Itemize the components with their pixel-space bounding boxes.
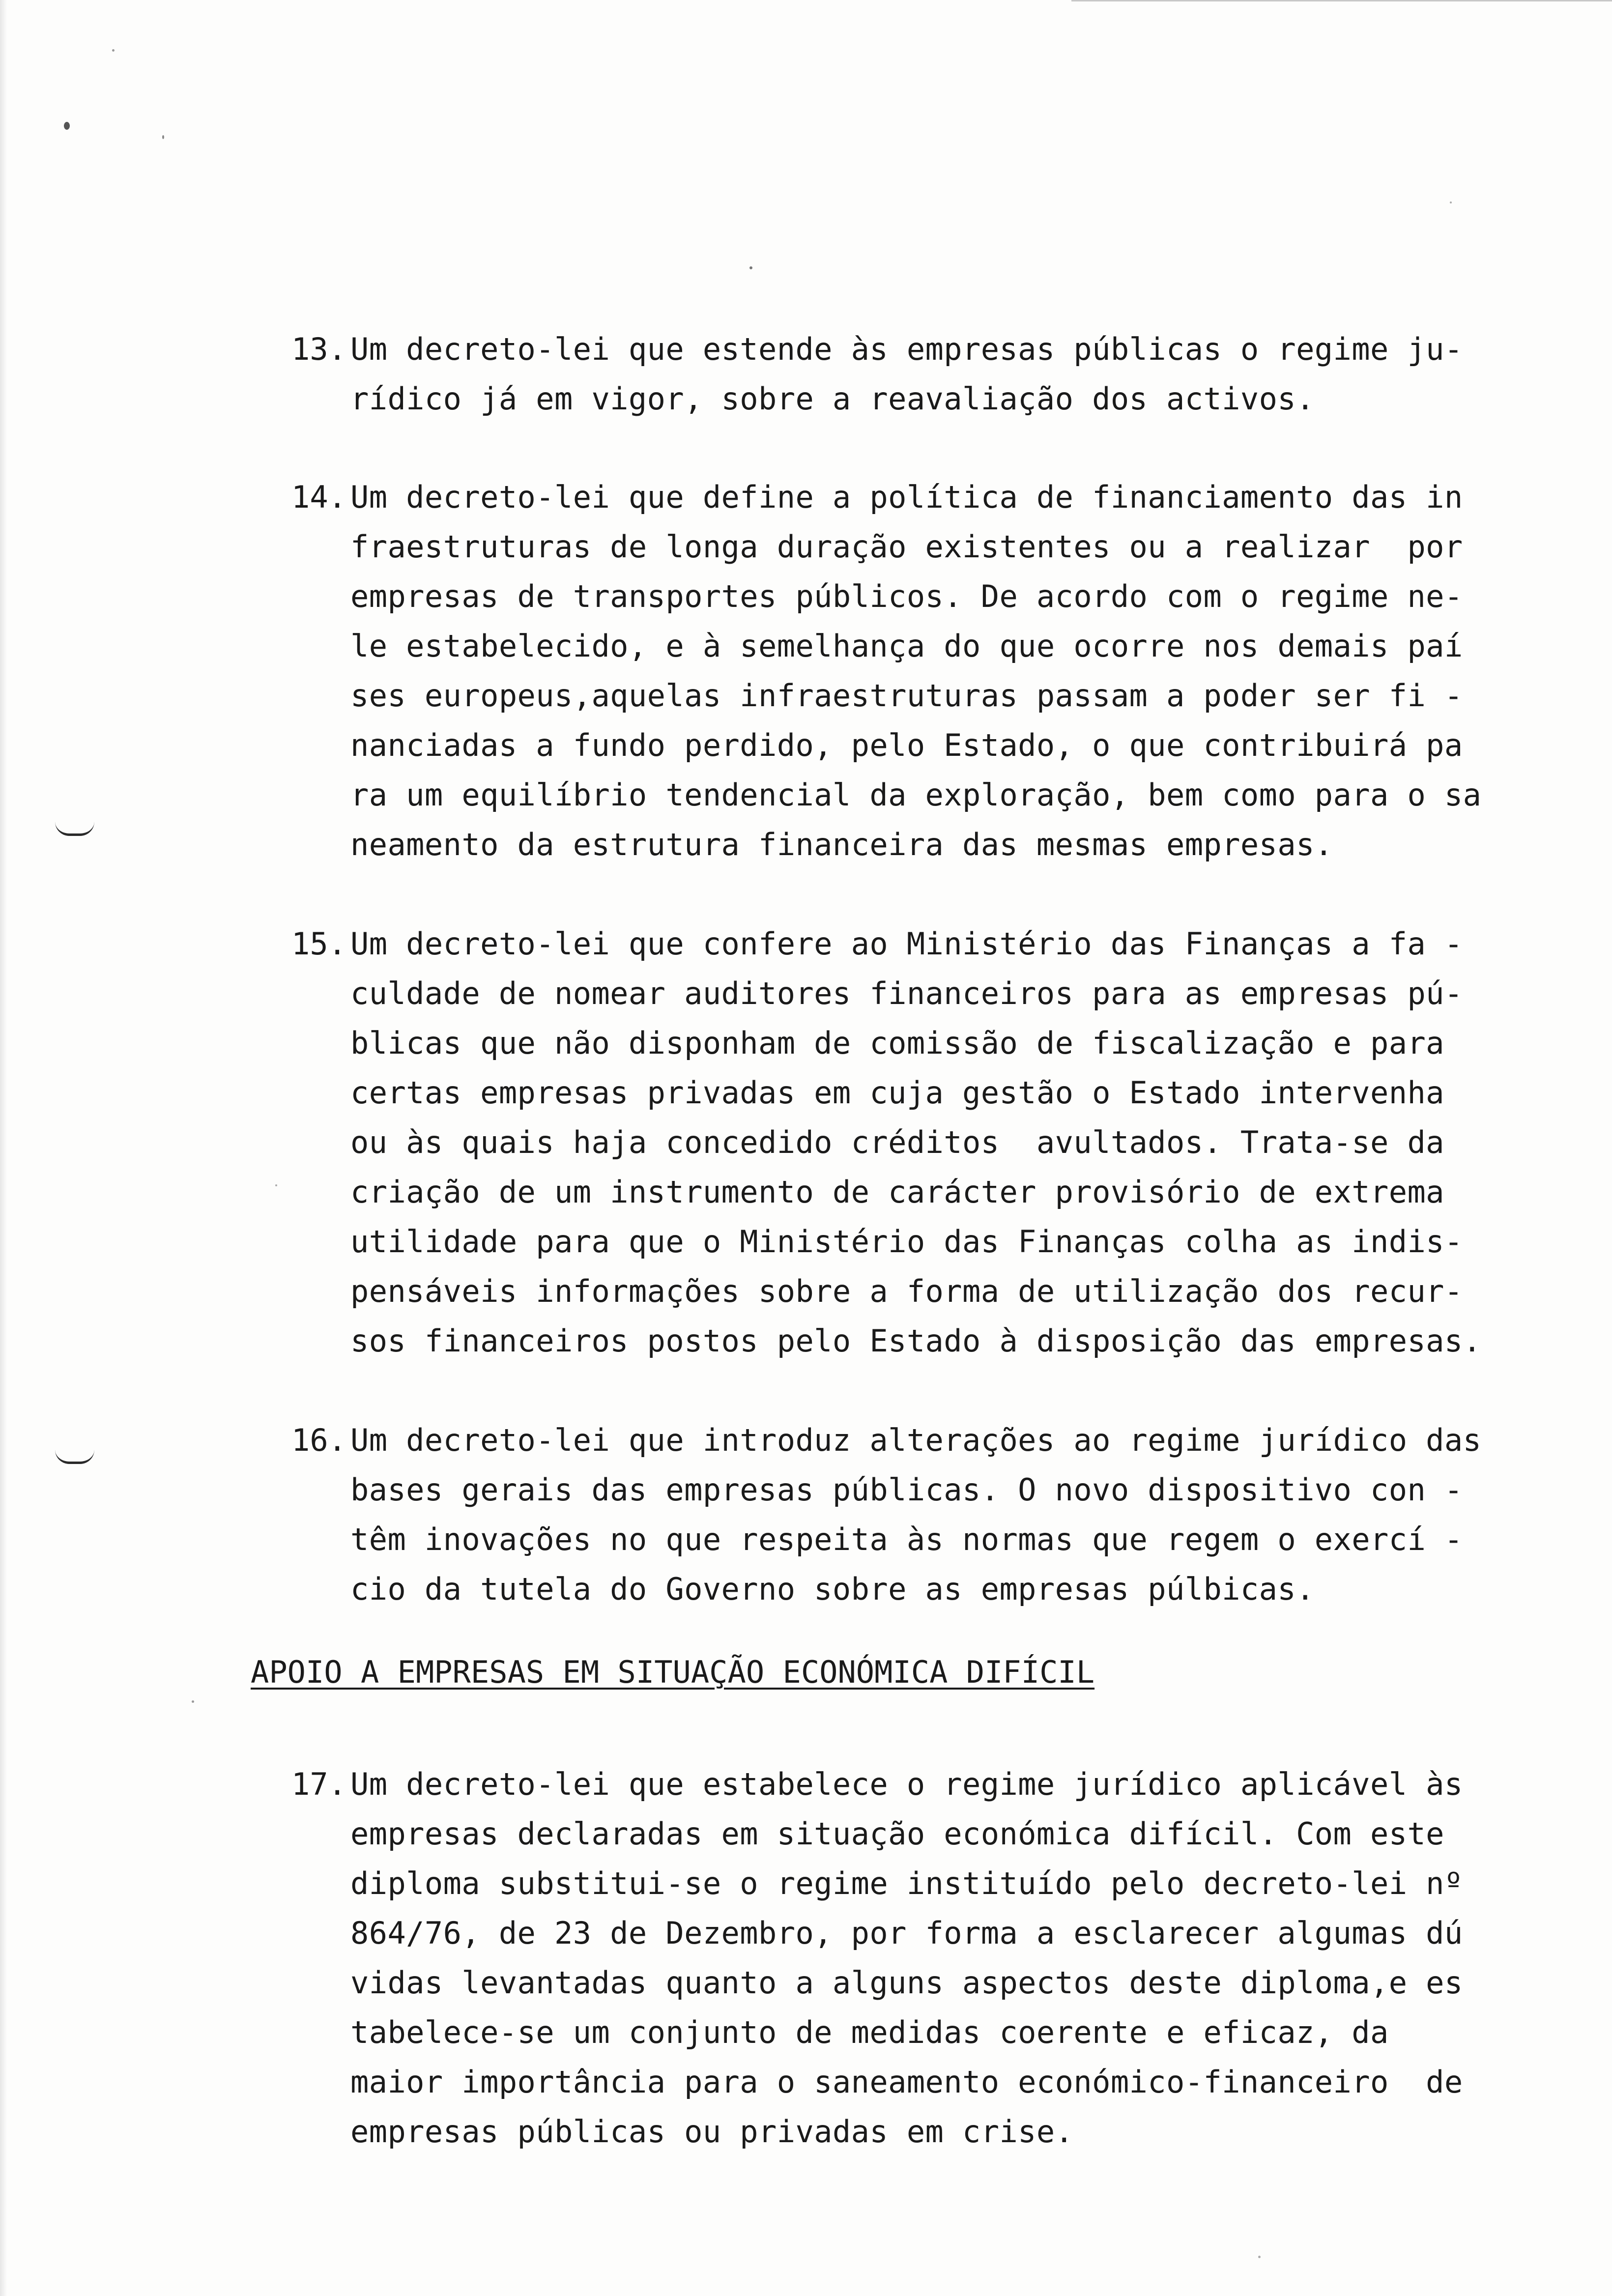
text-line: utilidade para que o Ministério das Finanças colha as indis- xyxy=(350,1224,1463,1260)
text-line: cio da tutela do Governo sobre as empresas púlbicas. xyxy=(350,1571,1315,1607)
text-line: maior importância para o saneamento económico-financeiro de xyxy=(350,2064,1463,2100)
item-text xyxy=(350,472,1481,869)
text-line: empresas de transportes públicos. De acordo com o regime ne- xyxy=(350,578,1463,614)
text-line: le estabelecido, e à semelhança do que ocorre nos demais paí xyxy=(350,628,1463,664)
punch-mark xyxy=(55,822,94,836)
scan-speck xyxy=(162,135,164,139)
item-number: 13. xyxy=(291,331,346,367)
text-line: rídico já em vigor, sobre a reavaliação dos activos. xyxy=(350,381,1315,417)
text-line: sos financeiros postos pelo Estado à disposição das empresas. xyxy=(350,1323,1482,1359)
text-line: vidas levantadas quanto a alguns aspectos deste diploma,e es xyxy=(350,1965,1463,2001)
scan-speck xyxy=(275,1184,277,1186)
scan-speck xyxy=(64,122,70,130)
top-edge-rule xyxy=(1071,0,1612,1)
text-line: Um decreto-lei que introduz alterações ao regime jurídico das xyxy=(350,1422,1482,1458)
item-number: 15. xyxy=(291,926,346,962)
text-line: neamento da estrutura financeira das mesmas empresas. xyxy=(350,827,1333,862)
text-line: têm inovações no que respeita às normas que regem o exercí - xyxy=(350,1521,1463,1557)
text-line: tabelece-se um conjunto de medidas coerente e eficaz, da xyxy=(350,2014,1389,2050)
text-line: pensáveis informações sobre a forma de utilização dos recur- xyxy=(350,1273,1463,1309)
item-number: 16. xyxy=(291,1422,346,1458)
text-line: ra um equilíbrio tendencial da exploração, bem como para o sa xyxy=(350,777,1482,813)
text-line: criação de um instrumento de carácter provisório de extrema xyxy=(350,1174,1444,1210)
punch-mark xyxy=(55,1450,94,1464)
text-line: diploma substitui-se o regime instituído pelo decreto-lei nº xyxy=(350,1866,1463,1901)
item-text xyxy=(350,919,1481,1366)
text-line: Um decreto-lei que confere ao Ministério das Finanças a fa - xyxy=(350,926,1463,962)
text-line: empresas declaradas em situação económica difícil. Com este xyxy=(350,1816,1444,1852)
text-line: blicas que não disponham de comissão de fiscalização e para xyxy=(350,1025,1444,1061)
text-line: Um decreto-lei que estabelece o regime jurídico aplicável às xyxy=(350,1766,1463,1802)
text-line: empresas públicas ou privadas em crise. xyxy=(350,2114,1074,2150)
text-line: culdade de nomear auditores financeiros para as empresas pú- xyxy=(350,976,1463,1011)
item-number: 17. xyxy=(291,1766,346,1802)
item-text xyxy=(350,1415,1481,1614)
page-binding-edge xyxy=(0,0,7,2296)
item-text xyxy=(350,1759,1463,2156)
scan-speck xyxy=(112,49,115,52)
text-line: ou às quais haja concedido créditos avultados. Trata-se da xyxy=(350,1124,1444,1160)
text-line: nanciadas a fundo perdido, pelo Estado, o que contribuirá pa xyxy=(350,727,1463,763)
item-text xyxy=(350,324,1463,424)
scan-speck xyxy=(1258,2256,1261,2258)
text-line: bases gerais das empresas públicas. O novo dispositivo con - xyxy=(350,1472,1463,1508)
text-line: 864/76, de 23 de Dezembro, por forma a esclarecer algumas dú xyxy=(350,1915,1463,1951)
section-heading: APOIO A EMPRESAS EM SITUAÇÃO ECONÓMICA DIFÍCIL xyxy=(251,1654,1095,1690)
text-line: ses europeus,aquelas infraestruturas passam a poder ser fi - xyxy=(350,678,1463,714)
text-line: fraestruturas de longa duração existentes ou a realizar por xyxy=(350,529,1463,565)
scan-speck xyxy=(192,1700,194,1703)
item-number: 14. xyxy=(291,479,346,515)
text-line: certas empresas privadas em cuja gestão o Estado intervenha xyxy=(350,1075,1444,1111)
text-line: Um decreto-lei que define a política de financiamento das in xyxy=(350,479,1463,515)
text-line: Um decreto-lei que estende às empresas públicas o regime ju- xyxy=(350,331,1463,367)
scan-speck xyxy=(1450,201,1452,203)
scan-speck xyxy=(749,266,752,269)
